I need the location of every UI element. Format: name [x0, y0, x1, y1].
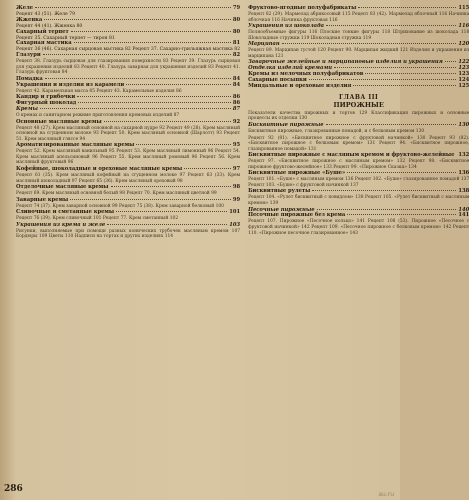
toc-recipe-list: Рецепт 82 (29). Мармелад абрикосовый 115 Рецепт 83 (42). Мармелад яблочный 116 Начинка яблочная 116 Начинка фруктовая 116	[248, 11, 469, 23]
leader-dots	[78, 102, 231, 103]
watermark: au.ru	[378, 491, 394, 498]
toc-entry-page: 84	[232, 75, 241, 82]
leader-dots	[347, 172, 456, 173]
toc-entry-title: Миндальные и ореховые изделия	[248, 82, 352, 89]
toc-entry-page: 81	[232, 40, 241, 47]
toc-recipe-list: Рецепт 101. «Буше» с масляным кремом 136 Рецепт 102. «Буше» глазированное помадой 137 Рецепт 103. «Буше» с фруктовой начинкой 137	[248, 177, 469, 188]
toc-entry-title: Желе	[16, 5, 34, 11]
toc-recipe-list: Показатели качества пирожных и тортов 129 Классификация пирожных и основные процессы их отделки 130	[248, 110, 469, 122]
toc-entry-page: 115	[458, 5, 469, 11]
toc-recipe-list: Рецепт 74 (37). Крем заварной основной 99 Рецепт 75 (38). Крем заварной белковый 100	[16, 203, 224, 209]
page-number: 286	[4, 484, 23, 494]
toc-entry-title: Украшения и изделия из карамели	[16, 81, 125, 88]
toc-entry-page: 124	[458, 77, 469, 83]
toc-entry-page: 103	[229, 221, 241, 228]
leader-dots	[347, 214, 456, 215]
toc-entry-page: 82	[232, 52, 241, 59]
toc-entry-title: Бисквитные пирожные с масляным кремом и фруктово-желейные	[248, 152, 455, 159]
chapter-label: ГЛАВА III	[339, 93, 379, 101]
leader-dots	[136, 144, 230, 145]
toc-entry-page: 86	[232, 94, 241, 101]
toc-entry-page: 130	[458, 122, 469, 128]
leader-dots	[326, 124, 457, 125]
leader-dots	[334, 67, 456, 68]
leader-dots	[353, 85, 456, 86]
toc-entry-title: Рецепт 43 (51). Желе 79	[16, 11, 76, 17]
toc-entry-title: Сахарные посыпки	[248, 77, 307, 83]
leader-dots	[104, 121, 231, 122]
toc-entry-page: 79	[232, 5, 241, 11]
toc-entry-title: Жженка	[16, 16, 43, 23]
toc-recipe-list: Рецепт 69. Крем масляный основной белый 98 Рецепт 70. Крем масляный цветной 99	[16, 191, 217, 197]
toc-entry-page: 99	[232, 196, 241, 203]
leader-dots	[35, 7, 231, 8]
toc-entry-title: Песочные пирожные без крема	[248, 212, 346, 219]
toc-recipe-list: О кремах и санитарном режиме приготовления кремовых изделий 87	[16, 113, 180, 119]
toc-entry-page: 125	[458, 82, 469, 89]
toc-entry-title: Кремы	[16, 106, 38, 113]
toc-entry-title: Кандир и грибочки	[16, 94, 76, 101]
leader-dots	[312, 190, 456, 191]
leader-dots	[365, 73, 456, 74]
toc-entry-title: Заварные кремы	[16, 196, 69, 203]
toc-entry-title: Бисквитные пирожные	[248, 122, 324, 128]
toc-recipe-list: Рецепт 104. «Рулет бисквитный с повидлом» 138 Рецепт 105. «Рулет бисквитный с масляным кремом» 139	[248, 195, 469, 206]
toc-entry-page: 116	[458, 23, 469, 30]
chapter-title: ПИРОЖНЫЕ	[333, 100, 384, 109]
toc-entry-title: Сливочные и сметанные кремы	[16, 209, 115, 216]
toc-entry-title: Бисквитные пирожные «Буше»	[248, 170, 346, 177]
toc-entry-title: Рецепт 36 (46). Сахарная сырцовая мастика 82 Рецепт 37. Сахарно-грильяжная мастика 82	[16, 47, 241, 53]
toc-entry-page: 101	[229, 209, 241, 216]
toc-entry-title: Марципан	[248, 41, 280, 48]
toc-entry-page: 98	[232, 184, 241, 191]
toc-entry-title: Отделка изделий кремами	[248, 65, 333, 72]
leader-dots	[358, 7, 456, 8]
toc-entry-title: Кремы из мелочных полуфабрикатов	[248, 71, 364, 78]
toc-entry-page: 87	[232, 106, 241, 113]
leader-dots	[70, 199, 231, 200]
leader-dots	[111, 186, 231, 187]
toc-recipe-list: Рецепт 61 (35). Крем масляный кофейный на сгущенном молоке 97 Рецепт 63 (33). Крем масляный шоколадный 97 Рецепт 65 (36). Крем масляный ореховый 98	[16, 172, 241, 184]
leader-dots	[74, 42, 231, 43]
toc-recipe-list: Рецепт 38. Глазурь сырцовая для глазирования поверхности 83 Рецепт 39. Глазурь сырцовая для украшения изделий 83 Рецепт 40. Глазурь заварная для украшения изделий 83 Рецепт 41. Глазурь фруктовая 84	[16, 59, 241, 76]
leader-dots	[44, 19, 231, 20]
toc-recipe-list: Рецепт 76 (39). Крем сливочный 101 Рецепт 77. Крем сметанный 102	[16, 216, 179, 222]
toc-entry-title: Украшения из крема и желе	[16, 221, 106, 228]
toc-entry-title: Отделочные масляные кремы	[16, 184, 109, 191]
leader-dots	[445, 61, 457, 62]
toc-entry-page: 138	[458, 188, 469, 195]
toc-recipe-list: Рецепт 48 (27). Крем масляный основной на сахарной пудре 92 Рецепт 49 (28). Крем масляный основной на сгущенном молоке 93 Рецепт 50. Крем масляный основной (Шарлотт) 93 Рецепт 51. Крем масляный гляссе 94	[16, 125, 241, 142]
toc-entry-page: 140	[458, 206, 469, 213]
toc-entry-title: Рецепт 44 (41). Жженка 80	[16, 23, 83, 29]
toc-entry-title: Заварочные желейные и марципановые изделия и украшения	[248, 59, 443, 66]
toc-entry-title: Кофейные, шоколадные и ореховые масляные кремы	[16, 166, 183, 173]
toc-entry-title: Бисквитные рулеты	[248, 188, 311, 195]
leader-dots	[45, 78, 231, 79]
toc-recipe-list: Полнообъемные фигуры 116 Плоские тонкие фигуры 118 Штрихование из шоколада 118 Шоколадные стружки 119 Шоколадная стружка 119	[248, 30, 469, 41]
leader-dots	[282, 43, 457, 44]
toc-entry-page: 80	[232, 28, 241, 35]
toc-recipe-list: Рецепт 97. «Бисквитное пирожное с масляным кремом» 132 Рецепт 98. «Бисквитное пирожное фруктово-желейное» 133 Рецепт 99. «Пирожное Сказка» 134	[248, 159, 469, 170]
toc-entry-page: 123	[458, 65, 469, 72]
toc-entry-title: Рецепт 35. Сахарный терпет — тирон 81	[16, 35, 115, 41]
toc-entry-page: 97	[232, 166, 241, 173]
toc-recipe-list: Рисунки, выполняемые при помощи разных конических трубочек масляным кремом 107 Бордюры 109 Цветы 110 Надписи на тортах и других изделиях 114	[16, 228, 241, 240]
toc-entry-page: 136	[458, 170, 469, 177]
toc-recipe-list: Рецепт 92 (81). «Бисквитное пирожное с фруктовой начинкой» 130 Рецепт 93 (82). «Бисквитное пирожное с белковым кремом» 131 Рецепт 94. «Бисквитное пирожное, глазированное помадой» 131	[248, 135, 469, 152]
toc-entry-page: 123	[458, 71, 469, 78]
toc-entry-title: Основные масляные кремы	[16, 118, 102, 125]
toc-recipe-list: Рецепт 107. Пирожное «Песочное кольцо» 141 Рецепт 108 (53). Пирожное «Песочное с фруктовой начинкой» 142 Рецепт 109. «Песочное пирожное с белковым кремом» 142 Рецепт 110. «Пирожное песочное глазированное» 143	[248, 219, 469, 236]
toc-entry-title: Песочные пирожные	[248, 206, 315, 213]
toc-entry-page: 80	[232, 16, 241, 23]
toc-entry-page: 84	[232, 81, 241, 88]
toc-entry-page: 120	[458, 41, 469, 48]
toc-entry-title: Помадка	[16, 75, 43, 82]
leader-dots	[326, 25, 456, 26]
leader-dots	[77, 96, 231, 97]
toc-column-left	[16, 6, 240, 484]
toc-entry-title: Сахарный терпет	[16, 28, 69, 35]
toc-column-right	[248, 6, 469, 484]
toc-entry-title: Глазури	[16, 52, 41, 59]
leader-dots	[107, 224, 227, 225]
leader-dots	[43, 54, 231, 55]
toc-entry-page: 141	[458, 212, 469, 219]
toc-entry-page: 132	[458, 152, 469, 159]
leader-dots	[116, 211, 227, 212]
toc-entry	[16, 47, 240, 53]
toc-entry-page: 86	[232, 100, 241, 107]
leader-dots	[71, 31, 231, 32]
toc-entry-title: Фруктово-ягодные полуфабрикаты	[248, 5, 357, 11]
toc-entry-title: Фигурный шоколад	[16, 100, 77, 107]
toc-entry-page: 92	[232, 118, 241, 125]
toc-entry-page: 122	[458, 59, 469, 66]
toc-entry-page: 95	[232, 142, 241, 149]
toc-entry	[248, 84, 469, 90]
leader-dots	[126, 84, 231, 85]
toc-recipe-list: Рецепт 89. Марципан густой 120 Рецепт 90. Марципан жидкий 121 Изделия и украшения из марципана 121	[248, 48, 469, 59]
leader-dots	[309, 79, 457, 80]
toc-recipe-list: Рецепт 52. Крем масляный ванильный 95 Рецепт 53. Крем масляный лимонный 96 Рецепт 54. Крем масляный апельсиновый 96 Рецепт 55. Крем масляный ромовый 96 Рецепт 56. Крем масляный фруктовый 96	[16, 149, 241, 166]
toc-recipe-list: Рецепт 42. Карамельная масса 85 Рецепт 43. Карамельные изделия 86	[16, 88, 182, 94]
leader-dots	[184, 168, 231, 169]
leader-dots	[40, 108, 231, 109]
leader-dots	[317, 209, 457, 210]
toc-entry-title: Украшения из шоколада	[248, 23, 324, 30]
toc-entry-title: Сахарная мастика	[16, 40, 72, 47]
toc-entry-title: Ароматизированные масляные кремы	[16, 142, 135, 149]
toc-recipe-list: Бисквитные пирожные, глазированные помадой, и с белковым кремом 130	[248, 128, 425, 134]
